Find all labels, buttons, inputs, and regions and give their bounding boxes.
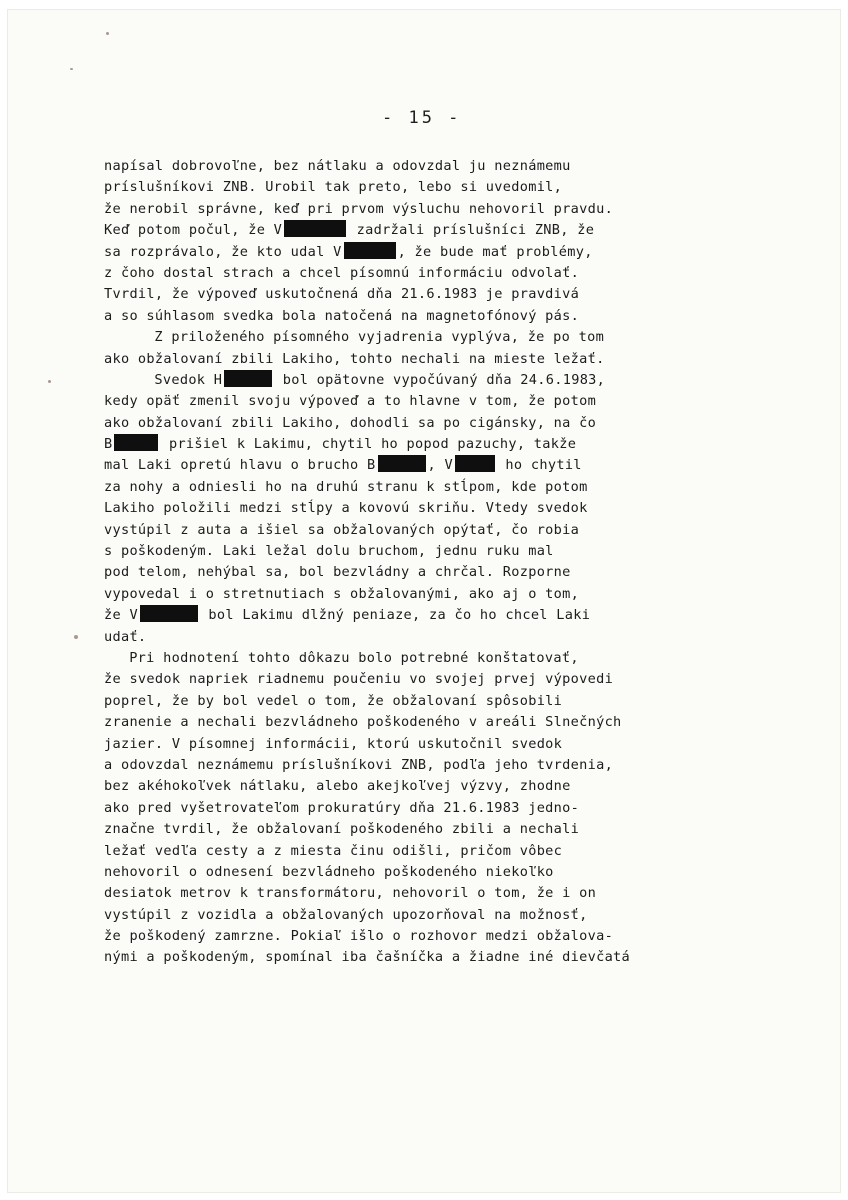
text-line bbox=[104, 306, 744, 327]
text-line bbox=[104, 755, 744, 776]
text-line bbox=[104, 691, 744, 712]
text-segment: Keď potom počul, že V bbox=[104, 222, 283, 239]
text-line bbox=[104, 905, 744, 926]
text-segment: ho chytil bbox=[496, 457, 582, 474]
text-segment: Lakiho položili medzi stĺpy a kovovú skriňu. Vtedy svedok bbox=[104, 500, 588, 517]
page-number: - 15 - bbox=[382, 108, 462, 128]
redaction-block bbox=[224, 370, 272, 387]
text-line bbox=[104, 199, 744, 220]
redaction-block bbox=[455, 455, 495, 472]
text-line bbox=[104, 498, 744, 519]
text-segment: mal Laki opretú hlavu o brucho B bbox=[104, 457, 376, 474]
text-segment: udať. bbox=[104, 628, 147, 645]
redaction-block bbox=[140, 605, 198, 622]
text-segment: Z priloženého písomného vyjadrenia vyplýva, že po tom bbox=[154, 329, 605, 346]
paper-speck bbox=[48, 380, 51, 383]
text-line bbox=[104, 349, 744, 370]
text-segment: desiatok metrov k transformátoru, nehovoril o tom, že i on bbox=[104, 885, 597, 902]
text-segment: poprel, že by bol vedel o tom, že obžalovaní spôsobili bbox=[104, 692, 563, 709]
text-segment: ležať vedľa cesty a z miesta činu odišli, pričom vôbec bbox=[104, 842, 563, 859]
text-line bbox=[104, 926, 744, 947]
text-line bbox=[104, 776, 744, 797]
redaction-block bbox=[114, 434, 158, 451]
text-segment: že V bbox=[104, 607, 138, 624]
text-line bbox=[104, 883, 744, 904]
redaction-block bbox=[284, 220, 346, 237]
text-line bbox=[104, 391, 744, 412]
text-segment: a odovzdal neznámemu príslušníkovi ZNB, podľa jeho tvrdenia, bbox=[104, 756, 614, 773]
text-line bbox=[104, 263, 744, 284]
text-segment: zadržali príslušníci ZNB, že bbox=[348, 222, 595, 239]
text-line bbox=[104, 947, 744, 968]
text-line bbox=[104, 712, 744, 733]
text-segment: z čoho dostal strach a chcel písomnú informáciu odvolať. bbox=[104, 264, 580, 281]
paper-speck bbox=[70, 68, 73, 70]
text-line bbox=[104, 477, 744, 498]
text-line bbox=[104, 734, 744, 755]
paper-speck bbox=[74, 635, 78, 639]
text-line bbox=[104, 669, 744, 690]
text-segment: značne tvrdil, že obžalovaní poškodeného zbili a nechali bbox=[104, 821, 580, 838]
text-segment: že nerobil správne, keď pri prvom výsluchu nehovoril pravdu. bbox=[104, 200, 614, 217]
text-line bbox=[104, 413, 744, 434]
text-line bbox=[104, 520, 744, 541]
text-segment: , V bbox=[427, 457, 453, 474]
text-segment: príslušníkovi ZNB. Urobil tak preto, lebo si uvedomil, bbox=[104, 179, 563, 196]
text-segment: bez akéhokoľvek nátlaku, alebo akejkoľvej výzvy, zhodne bbox=[104, 778, 571, 795]
text-line bbox=[104, 220, 744, 241]
text-line bbox=[104, 541, 744, 562]
text-segment: ako obžalovaní zbili Lakiho, dohodli sa po cigánsky, na čo bbox=[104, 414, 597, 431]
text-line bbox=[104, 284, 744, 305]
text-line bbox=[104, 819, 744, 840]
text-line bbox=[104, 627, 744, 648]
text-line bbox=[104, 156, 744, 177]
text-segment: napísal dobrovoľne, bez nátlaku a odovzdal ju neznámemu bbox=[104, 158, 571, 174]
text-segment: kedy opäť zmenil svoju výpoveď a to hlavne v tom, že potom bbox=[104, 393, 597, 410]
text-segment: za nohy a odniesli ho na druhú stranu k stĺpom, kde potom bbox=[104, 478, 588, 495]
text-line bbox=[104, 177, 744, 198]
text-segment: vystúpil z auta a išiel sa obžalovaných opýtať, čo robia bbox=[104, 521, 580, 538]
text-line bbox=[104, 584, 744, 605]
text-segment: s poškodeným. Laki ležal dolu bruchom, jednu ruku mal bbox=[104, 543, 554, 560]
text-segment: , že bude mať problémy, bbox=[397, 243, 593, 260]
text-segment: pod telom, nehýbal sa, bol bezvládny a chrčal. Rozporne bbox=[104, 564, 571, 581]
redaction-block bbox=[344, 242, 396, 259]
text-line bbox=[104, 370, 744, 391]
text-segment: bol opätovne vypočúvaný dňa 24.6.1983, bbox=[274, 371, 606, 388]
redaction-block bbox=[378, 455, 426, 472]
text-line bbox=[104, 862, 744, 883]
text-line bbox=[104, 648, 744, 669]
text-segment: sa rozprávalo, že kto udal V bbox=[104, 243, 342, 260]
text-segment: zranenie a nechali bezvládneho poškodeného v areáli Slnečných bbox=[104, 714, 622, 731]
text-line bbox=[104, 605, 744, 626]
text-segment: Tvrdil, že výpoveď uskutočnená dňa 21.6.1983 je pravdivá bbox=[104, 286, 580, 303]
body-text bbox=[104, 156, 744, 969]
text-line bbox=[104, 455, 744, 476]
paper-speck bbox=[106, 32, 109, 35]
text-line bbox=[104, 841, 744, 862]
text-segment: nehovoril o odnesení bezvládneho poškodeného niekoľko bbox=[104, 863, 554, 880]
text-segment: vypovedal i o stretnutiach s obžalovanými, ako aj o tom, bbox=[104, 585, 580, 602]
text-segment: ako pred vyšetrovateľom prokuratúry dňa 21.6.1983 jedno- bbox=[104, 799, 580, 816]
text-segment: že poškodený zamrzne. Pokiaľ išlo o rozhovor medzi obžalova- bbox=[104, 928, 614, 945]
text-segment: prišiel k Lakimu, chytil ho popod pazuchy, takže bbox=[160, 436, 577, 453]
text-segment: Pri hodnotení tohto dôkazu bolo potrebné konštatovať, bbox=[129, 649, 579, 666]
text-segment: B bbox=[104, 436, 113, 453]
text-segment: nými a poškodeným, spomínal iba čašníčka a žiadne iné dievčatá bbox=[104, 949, 631, 966]
text-segment: ako obžalovaní zbili Lakiho, tohto nechali na mieste ležať. bbox=[104, 350, 605, 367]
text-segment: že svedok napriek riadnemu poučeniu vo svojej prvej výpovedi bbox=[104, 671, 614, 688]
text-line bbox=[104, 327, 744, 348]
text-segment: a so súhlasom svedka bola natočená na magnetofónový pás. bbox=[104, 307, 580, 324]
text-line bbox=[104, 434, 744, 455]
text-segment: bol Lakimu dlžný peniaze, za čo ho chcel Laki bbox=[199, 607, 591, 624]
text-line bbox=[104, 798, 744, 819]
text-segment: jazier. V písomnej informácii, ktorú uskutočnil svedok bbox=[104, 735, 563, 752]
text-line bbox=[104, 242, 744, 263]
text-segment: Svedok H bbox=[154, 371, 223, 388]
text-line bbox=[104, 562, 744, 583]
text-segment: vystúpil z vozidla a obžalovaných upozorňoval na možnosť, bbox=[104, 906, 588, 923]
